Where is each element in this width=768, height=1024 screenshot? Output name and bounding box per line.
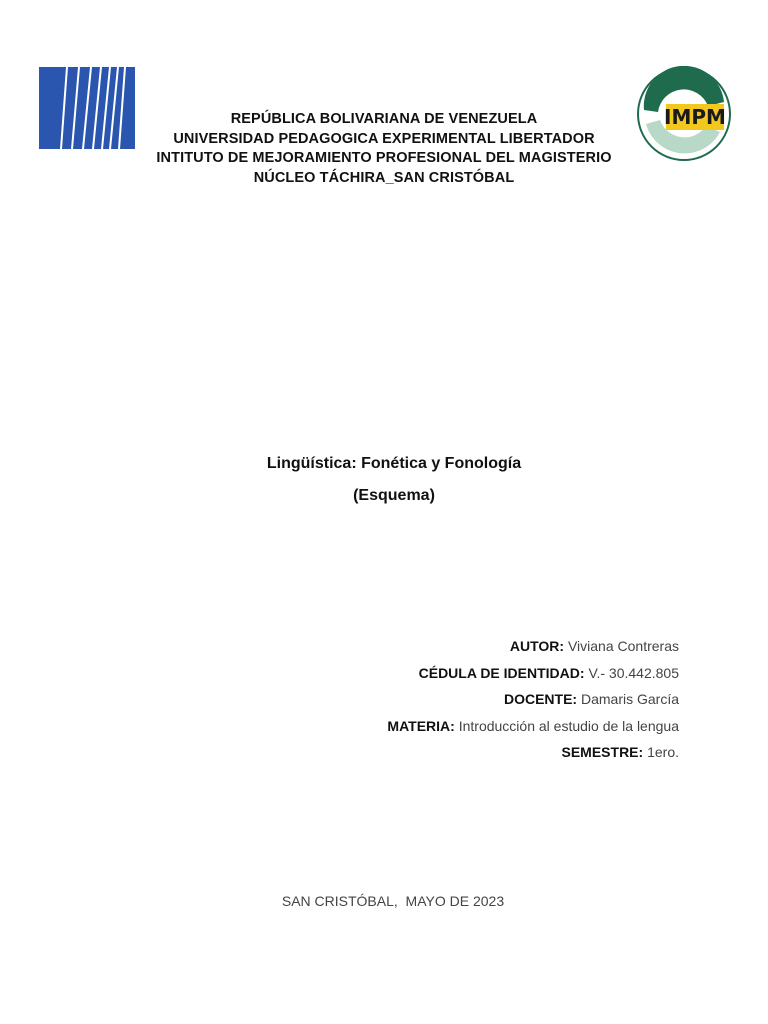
header-line-country: REPÚBLICA BOLIVARIANA DE VENEZUELA bbox=[230, 111, 538, 127]
author-info bbox=[387, 636, 679, 769]
subject-value: Introducción al estudio de la lengua bbox=[458, 717, 679, 734]
teacher-value: Damaris García bbox=[580, 691, 679, 707]
semester-label: SEMESTRE: bbox=[561, 744, 644, 760]
teacher-label: DOCENTE: bbox=[503, 691, 578, 707]
id-label: CÉDULA DE IDENTIDAD: bbox=[418, 664, 585, 681]
header-line-campus: NÚCLEO TÁCHIRA_SAN CRISTÓBAL bbox=[253, 169, 515, 186]
institution-header bbox=[0, 110, 768, 188]
document-title: Lingüística: Fonética y Fonología bbox=[266, 455, 522, 472]
place-date: SAN CRISTÓBAL, MAYO DE 2023 bbox=[281, 893, 505, 909]
semester-value: 1ero. bbox=[647, 744, 679, 760]
impm-logo-text: IMPM bbox=[664, 105, 726, 129]
author-row bbox=[387, 636, 679, 663]
teacher-row bbox=[387, 689, 679, 716]
author-value: Viviana Contreras bbox=[567, 638, 679, 654]
author-label: AUTOR: bbox=[509, 638, 565, 654]
header-line-institute: INTITUTO DE MEJORAMIENTO PROFESIONAL DEL MAGISTERIO bbox=[156, 150, 612, 166]
semester-row bbox=[387, 742, 679, 769]
header-line-university: UNIVERSIDAD PEDAGOGICA EXPERIMENTAL LIBERTADOR bbox=[173, 130, 595, 147]
subject-label: MATERIA: bbox=[387, 717, 455, 734]
document-title-block bbox=[0, 454, 768, 506]
subject-row bbox=[387, 716, 679, 743]
document-subtitle: (Esquema) bbox=[353, 487, 435, 504]
id-row bbox=[387, 663, 679, 690]
id-value: V.- 30.442.805 bbox=[588, 664, 679, 681]
